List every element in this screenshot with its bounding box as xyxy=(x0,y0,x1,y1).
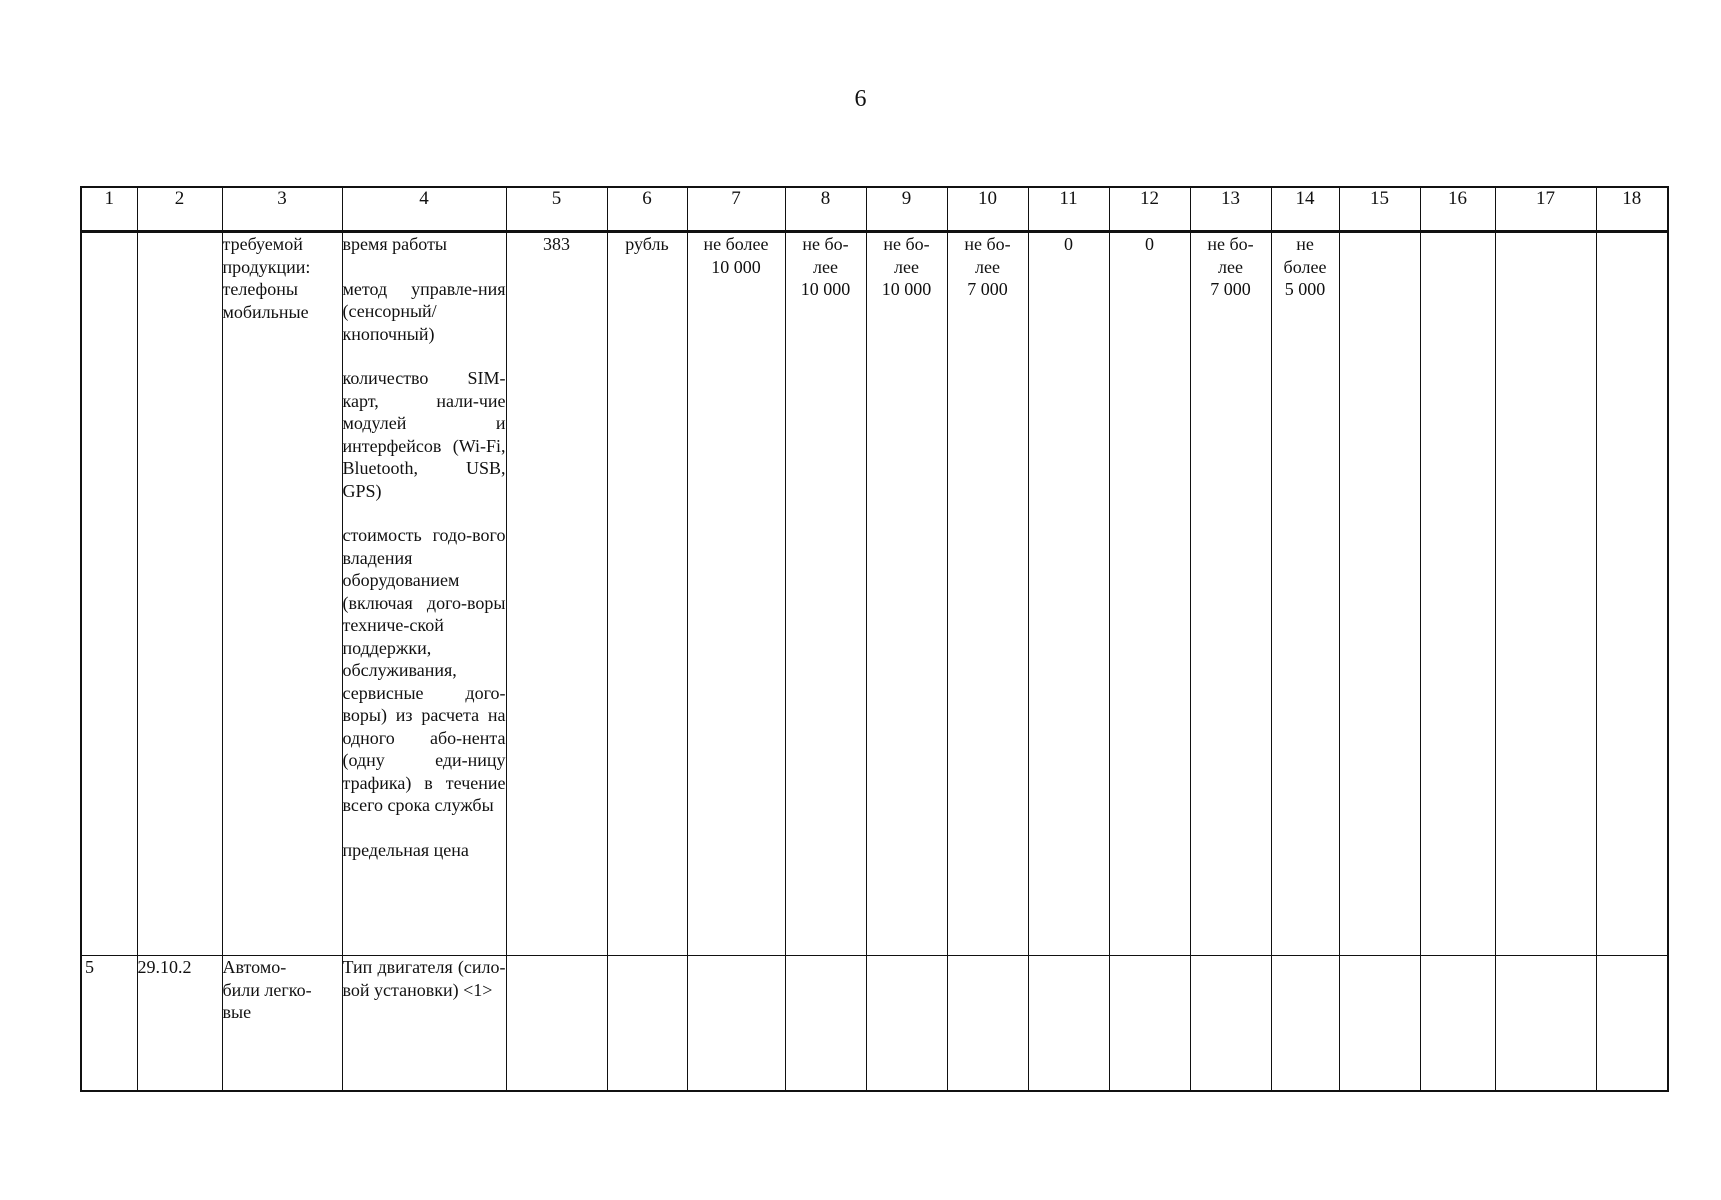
cell-product-name xyxy=(222,956,342,1092)
characteristic-text: метод управле-ния (сенсорный/ кнопочный) xyxy=(342,278,506,344)
value-line: 5 000 xyxy=(1284,279,1326,299)
value-line: 7 000 xyxy=(1210,279,1251,299)
cell-17 xyxy=(1495,956,1596,1092)
cell-15 xyxy=(1339,956,1420,1092)
product-line: вые xyxy=(222,1002,252,1022)
cell-13 xyxy=(1190,956,1271,1092)
cell-8 xyxy=(785,956,866,1092)
cell-18 xyxy=(1596,956,1668,1092)
cell-unit: рубль xyxy=(607,232,687,956)
value-line: 10 000 xyxy=(800,279,851,299)
cell-okei-code: 383 xyxy=(506,232,607,956)
col-header-8: 8 xyxy=(785,187,866,232)
value-line: не бо- xyxy=(1207,234,1254,254)
cell-value-7 xyxy=(687,232,785,956)
cell-10 xyxy=(947,956,1028,1092)
table-row-cars xyxy=(81,956,1668,1092)
value-line: не более xyxy=(703,234,769,254)
col-header-9: 9 xyxy=(866,187,947,232)
value-line: 10 000 xyxy=(881,279,932,299)
cell-value-10 xyxy=(947,232,1028,956)
product-line: Автомо- xyxy=(222,957,287,977)
cell-14 xyxy=(1271,956,1339,1092)
cell-6 xyxy=(607,956,687,1092)
value-line: не бо- xyxy=(802,234,849,254)
product-line: требуемой xyxy=(222,234,303,254)
col-header-7: 7 xyxy=(687,187,785,232)
col-header-4: 4 xyxy=(342,187,506,232)
value-line: лее xyxy=(813,256,838,277)
product-line: продукции: xyxy=(222,256,311,277)
product-line: телефоны xyxy=(222,279,298,299)
requirements-table xyxy=(80,186,1669,1092)
value-line: более xyxy=(1283,256,1327,277)
col-header-17: 17 xyxy=(1495,187,1596,232)
col-header-18: 18 xyxy=(1596,187,1668,232)
cell-12 xyxy=(1109,956,1190,1092)
cell-9 xyxy=(866,956,947,1092)
cell-7 xyxy=(687,956,785,1092)
cell-characteristics xyxy=(342,232,506,956)
characteristic-text: время работы xyxy=(342,234,448,254)
col-header-3: 3 xyxy=(222,187,342,232)
cell-value-12: 0 xyxy=(1109,232,1190,956)
cell-value-11: 0 xyxy=(1028,232,1109,956)
value-line: лее xyxy=(1218,256,1243,277)
value-line: лее xyxy=(894,256,919,277)
product-line: мобильные xyxy=(222,301,309,322)
col-header-15: 15 xyxy=(1339,187,1420,232)
cell-17 xyxy=(1495,232,1596,956)
col-header-14: 14 xyxy=(1271,187,1339,232)
cell-18 xyxy=(1596,232,1668,956)
cell-okpd-code: 29.10.2 xyxy=(137,956,222,1092)
cell-value-9 xyxy=(866,232,947,956)
product-line: били легко- xyxy=(222,979,312,1000)
characteristic-text: предельная цена xyxy=(342,839,469,860)
cell-16 xyxy=(1420,232,1495,956)
characteristic-text: стоимость годо-вого владения оборудованием (включая дого-воры техниче-ской поддержки, обслуживания, сервисные дого-воры) из расчета на одного або-нента (одну еди-ницу трафика) в течение всего срока службы xyxy=(342,525,506,815)
col-header-16: 16 xyxy=(1420,187,1495,232)
header-row xyxy=(81,187,1668,232)
col-header-11: 11 xyxy=(1028,187,1109,232)
value-line: 7 000 xyxy=(967,279,1008,299)
cell-16 xyxy=(1420,956,1495,1092)
cell-value-8 xyxy=(785,232,866,956)
cell-characteristics: Тип двигателя (сило-вой установки) <1> xyxy=(342,956,506,1092)
cell-15 xyxy=(1339,232,1420,956)
cell-11 xyxy=(1028,956,1109,1092)
page-number: 6 xyxy=(854,86,867,112)
value-line: 10 000 xyxy=(711,256,761,277)
value-line: лее xyxy=(975,256,1000,277)
table-row-mobile-phones xyxy=(81,232,1668,956)
col-header-10: 10 xyxy=(947,187,1028,232)
col-header-2: 2 xyxy=(137,187,222,232)
col-header-5: 5 xyxy=(506,187,607,232)
cell-value-13 xyxy=(1190,232,1271,956)
cell-value-14 xyxy=(1271,232,1339,956)
cell-row-number: 5 xyxy=(81,956,137,1092)
value-line: не бо- xyxy=(883,234,930,254)
col-header-6: 6 xyxy=(607,187,687,232)
cell-2 xyxy=(137,232,222,956)
cell-1 xyxy=(81,232,137,956)
characteristic-text: количество SIM-карт, нали-чие модулей и интерфейсов (Wi-Fi, Bluetooth, USB, GPS) xyxy=(342,368,506,501)
col-header-12: 12 xyxy=(1109,187,1190,232)
col-header-1: 1 xyxy=(81,187,137,232)
col-header-13: 13 xyxy=(1190,187,1271,232)
cell-product-name xyxy=(222,232,342,956)
value-line: не xyxy=(1296,234,1314,254)
cell-5 xyxy=(506,956,607,1092)
value-line: не бо- xyxy=(964,234,1011,254)
